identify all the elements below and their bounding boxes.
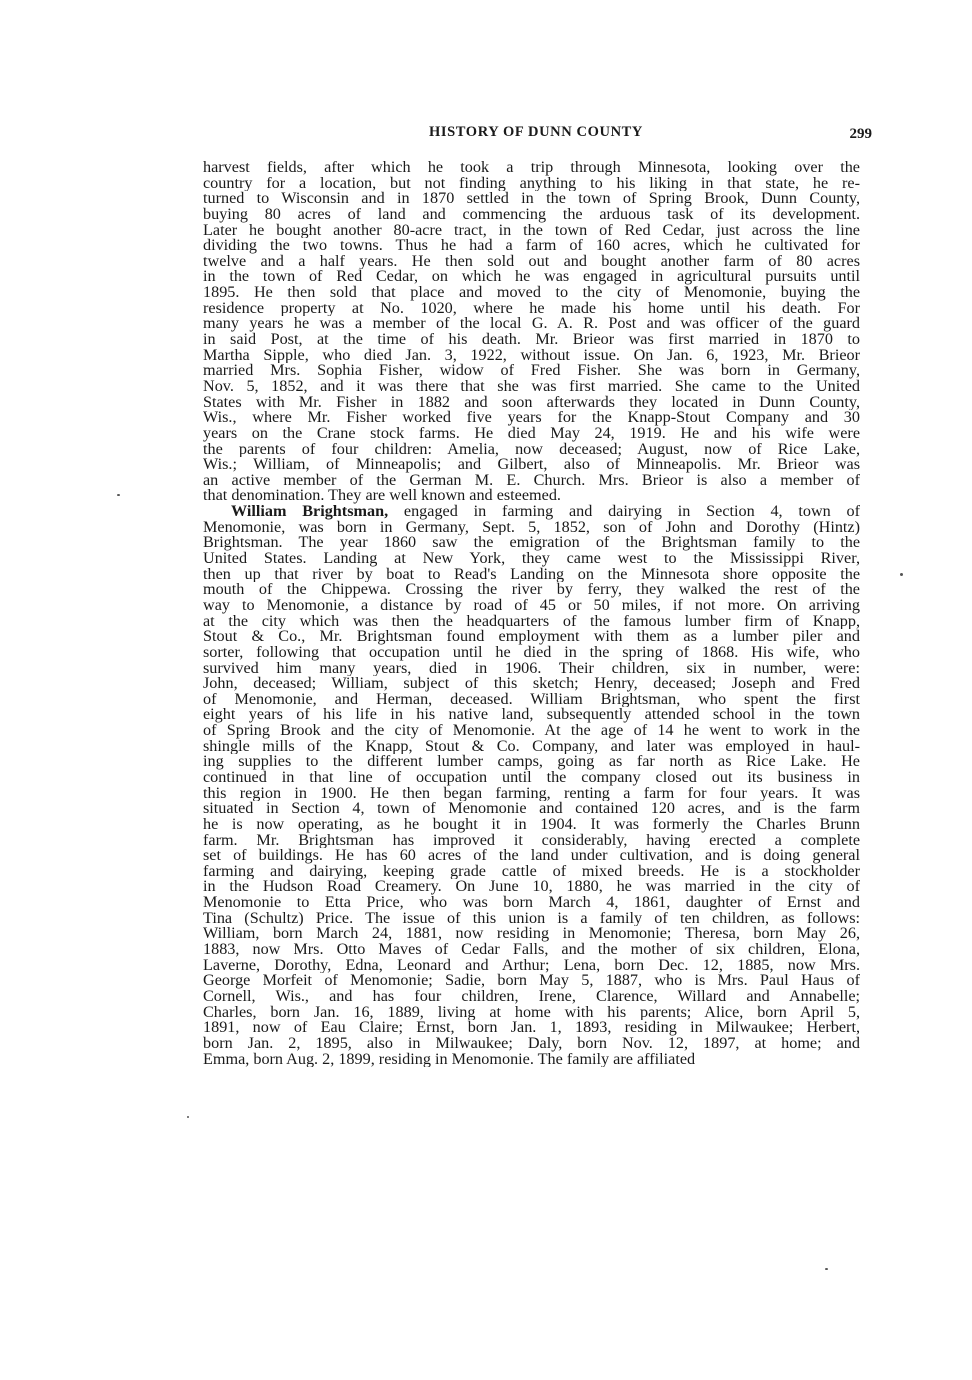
text-line: George Morfeit of Menomonie; Sadie, born May 5, 1887, who is Mrs. Paul Haus of [203, 973, 860, 989]
text-line: survived him many years, died in 1906. Their children, six in number, were: [203, 660, 860, 677]
text-line: Wis.; William, of Minneapolis; and Gilbert, also of Minneapolis. Mr. Brieor was [203, 457, 860, 473]
text-line: Menomonie to Etta Price, who was born March 4, 1861, daughter of Ernst and [203, 895, 860, 911]
text-line: harvest fields, after which he took a trip through Minnesota, looking over the [203, 160, 860, 176]
text-line: years on the Crane stock farms. He died May 24, 1919. He and his wife were [203, 425, 860, 442]
text-line: sorter, following that occupation until he died in the spring of 1868. His wife, who [203, 644, 860, 661]
text-line: Wis., where Mr. Fisher worked five years for the Knapp-Stout Company and 30 [203, 410, 860, 426]
text-line: John, deceased; William, subject of this sketch; Henry, deceased; Joseph and Fred [203, 676, 860, 692]
entry-lead-name: William Brightsman, [231, 504, 389, 520]
text-line: country for a location, but not finding anything to his liking in that state, he re- [203, 175, 860, 192]
text-line: farm. Mr. Brightsman has improved it considerably, having erected a complete [203, 832, 860, 849]
page-number: 299 [849, 126, 872, 142]
running-header [200, 124, 872, 146]
text-line: ing supplies to the different lumber camps, going as far north as Rice Lake. He [203, 754, 860, 770]
text-line: shingle mills of the Knapp, Stout & Co. Company, and later was employed in haul- [203, 738, 860, 755]
text-line: dividing the two towns. Thus he had a farm of 160 acres, which he cultivated for [203, 238, 860, 254]
text-line: of Spring Brook and the city of Menomonie. At the age of 14 he went to work in the [203, 723, 860, 739]
text-line: buying 80 acres of land and commencing the arduous task of its development. [203, 206, 860, 223]
text-line: many years he was a member of the local G. A. R. Post and was officer of the guard [203, 316, 860, 333]
text-line: in said Post, at the time of his death. Mr. Brieor was first married in 1870 to [203, 332, 860, 348]
text-line: twelve and a half years. He then sold out and bought another farm of 80 acres [203, 253, 860, 270]
text-line: Later he bought another 80-acre tract, in the town of Red Cedar, just across the line [203, 222, 860, 239]
text-line: married Mrs. Sophia Fisher, widow of Fred Fisher. She was born in Germany, [203, 363, 860, 379]
text-line: residence property at No. 1020, where he made his home until his death. For [203, 300, 860, 317]
text-line: of Menomonie, and Herman, deceased. William Brightsman, who spent the first [203, 691, 860, 708]
scan-speck [187, 1116, 189, 1118]
text-line: continued in that line of occupation until the company closed out its business in [203, 769, 860, 786]
text-line: United States. Landing at New York, they came west to the Mississippi River, [203, 551, 860, 567]
text-line: mouth of the Chippewa. Crossing the river by ferry, they walked the rest of the [203, 582, 860, 598]
text-line: Laverne, Dorothy, Edna, Leonard and Arthur; Lena, born Dec. 12, 1885, now Mrs. [203, 957, 860, 974]
text-line: situated in Section 4, town of Menomonie and contained 120 acres, and is the farm [203, 801, 860, 817]
text-line: then up that river by boat to Read's Landing on the Minnesota shore opposite the [203, 566, 860, 583]
text-line: 1891, now of Eau Claire; Ernst, born Jan. 1, 1893, residing in Milwaukee; Herbert, [203, 1020, 860, 1036]
text-line: Stout & Co., Mr. Brightsman found employment with them as a lumber piler and [203, 629, 860, 645]
text-line: in the town of Red Cedar, on which he was engaged in agricultural pursuits until [203, 269, 860, 286]
text-line: William, born March 24, 1881, now residing in Menomonie; Theresa, born May 26, [203, 926, 860, 943]
text-line: farming and dairying, keeping grade cattle of mixed breeds. He is a stockholder [203, 863, 860, 880]
text-line: Nov. 5, 1852, and it was there that she was first married. She came to the United [203, 378, 860, 395]
running-head-title: HISTORY OF DUNN COUNTY [429, 124, 643, 140]
text-line: an active member of the German M. E. Church. Mrs. Brieor is also a member of [203, 472, 860, 489]
body-text [203, 160, 860, 1067]
text-line: Martha Sipple, who died Jan. 3, 1922, without issue. On Jan. 6, 1923, Mr. Brieor [203, 347, 860, 364]
text-line [203, 504, 860, 520]
text-line: Menomonie, was born in Germany, Sept. 5, 1852, son of John and Dorothy (Hintz) [203, 519, 860, 536]
text-line: at the city which was then the headquarters of the famous lumber firm of Knapp, [203, 613, 860, 630]
entry-first-line: engaged in farming and dairying in Section 4, town of [388, 504, 860, 520]
scan-speck [117, 494, 120, 496]
text-line: the parents of four children: Amelia, now deceased; August, now of Rice Lake, [203, 441, 860, 458]
text-line: Tina (Schultz) Price. The issue of this union is a family of ten children, as follows: [203, 910, 860, 927]
text-line: 1895. He then sold that place and moved to the city of Menomonie, buying the [203, 285, 860, 301]
text-line: he is now operating, as he bought it in 1904. It was formerly the Charles Brunn [203, 816, 860, 833]
text-line: Cornell, Wis., and has four children, Irene, Clarence, Willard and Annabelle; [203, 988, 860, 1005]
text-line: way to Menomonie, a distance by road of 45 or 50 miles, if not more. On arriving [203, 597, 860, 614]
scan-speck [825, 1268, 828, 1270]
text-line: States with Mr. Fisher in 1882 and soon afterwards they located in Dunn County, [203, 394, 860, 411]
text-line: 1883, now Mrs. Otto Maves of Cedar Falls, and the mother of six children, Elona, [203, 942, 860, 958]
text-line: that denomination. They are well known and esteemed. [203, 488, 561, 505]
text-line: Charles, born Jan. 16, 1889, living at home with his parents; Alice, born April 5, [203, 1004, 860, 1021]
scan-speck [900, 573, 903, 576]
text-line: this region in 1900. He then began farming, renting a farm for four years. It was [203, 785, 860, 802]
text-line: eight years of his life in his native land, subsequently attended school in the town [203, 707, 860, 724]
text-line: Emma, born Aug. 2, 1899, residing in Menomonie. The family are affiliated [203, 1051, 696, 1068]
paragraph-brieor-continued [203, 160, 860, 504]
text-line: turned to Wisconsin and in 1870 settled in the town of Spring Brook, Dunn County, [203, 191, 860, 207]
text-line: set of buildings. He has 60 acres of the land under cultivation, and is doing general [203, 848, 860, 864]
paragraph-william-brightsman [203, 504, 860, 1067]
text-line: in the Hudson Road Creamery. On June 10, 1880, he was married in the city of [203, 879, 860, 896]
text-line: Brightsman. The year 1860 saw the emigration of the Brightsman family to the [203, 535, 860, 552]
text-line: born Jan. 2, 1895, also in Milwaukee; Daly, born Nov. 12, 1897, at home; and [203, 1035, 860, 1052]
